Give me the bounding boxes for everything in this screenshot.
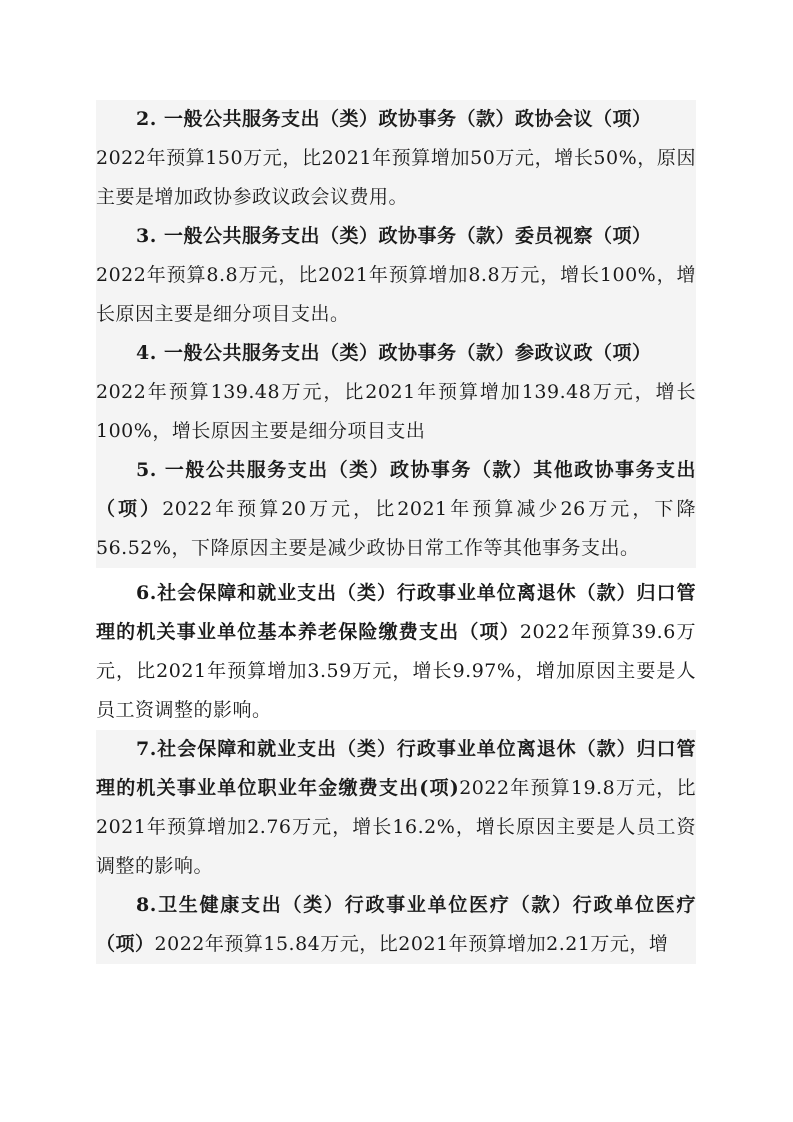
paragraph-text: 2022年预算150万元，比2021年预算增加50万元，增长50%，原因主要是增加政协参政议政会议费用。: [96, 147, 696, 208]
paragraph-text: 2022年预算15.84万元，比2021年预算增加2.21万元，增: [154, 933, 669, 955]
paragraph-item-4: [96, 334, 696, 451]
paragraph-heading: 6.社会保障和就业支出（类）行政事业单位离退休（款）归口管理的机关事业单位基本养老保险缴费支出（项）: [96, 582, 696, 643]
paragraph-heading: 2. 一般公共服务支出（类）政协事务（款）政协会议（项）: [136, 108, 652, 130]
paragraph-text: 2022年预算139.48万元，比2021年预算增加139.48万元，增长100%，增长原因主要是细分项目支出: [96, 381, 696, 442]
paragraph-text: 2022年预算20万元，比2021年预算减少26万元，下降56.52%，下降原因主要是减少政协日常工作等其他事务支出。: [96, 498, 696, 559]
paragraph-text: 2022年预算8.8万元，比2021年预算增加8.8万元，增长100%，增长原因主要是细分项目支出。: [96, 264, 696, 325]
paragraph-text: 2022年预算19.8万元，比2021年预算增加2.76万元，增长16.2%，增长原因主要是人员工资调整的影响。: [96, 777, 696, 877]
paragraph-heading: 4. 一般公共服务支出（类）政协事务（款）参政议政（项）: [136, 342, 652, 364]
paragraph-item-8: [96, 886, 696, 964]
document-body: [96, 100, 696, 964]
paragraph-heading: 7.社会保障和就业支出（类）行政事业单位离退休（款）归口管理的机关事业单位职业年金缴费支出(项): [96, 738, 696, 799]
paragraph-item-2: [96, 100, 696, 217]
paragraph-text: 2022年预算39.6万元，比2021年预算增加3.59万元，增长9.97%，增加原因主要是人员工资调整的影响。: [96, 621, 696, 721]
paragraph-heading: 5. 一般公共服务支出（类）政协事务（款）其他政协事务支出（项）: [96, 459, 696, 520]
paragraph-item-6: [96, 574, 696, 730]
paragraph-item-7: [96, 730, 696, 886]
paragraph-heading: 8.卫生健康支出（类）行政事业单位医疗（款）行政单位医疗（项）: [96, 894, 696, 955]
paragraph-heading: 3. 一般公共服务支出（类）政协事务（款）委员视察（项）: [136, 225, 652, 247]
paragraph-item-3: [96, 217, 696, 334]
paragraph-item-5: [96, 451, 696, 568]
